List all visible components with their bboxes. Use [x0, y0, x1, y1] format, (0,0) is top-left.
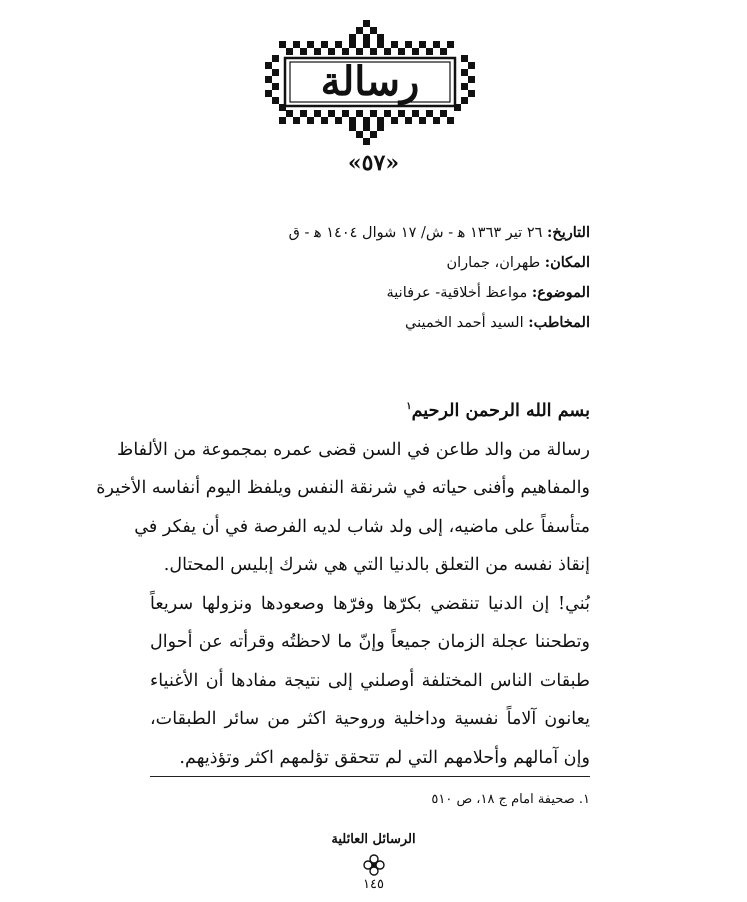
flower-ornament-icon: [362, 853, 386, 877]
meta-date: [150, 218, 590, 248]
meta-place-label: المكان:: [544, 254, 590, 271]
running-footer-title: الرسائل العائلية: [331, 832, 416, 847]
meta-place-value: طهران، جماران: [446, 255, 541, 271]
body-line: رسالة من والد طاعن في السن قضى عمره بمجموعة من الألفاظ: [117, 439, 590, 460]
footnote-divider: [150, 776, 590, 777]
body-line: بُني! إن الدنيا تنقضي بكرّها وفرّها وصعودها ونزولها سريعاً: [150, 593, 590, 614]
meta-subject: [150, 278, 590, 308]
meta-subject-label: الموضوع:: [531, 284, 590, 301]
meta-addressee: [150, 308, 590, 338]
meta-subject-value: مواعظ أخلاقية- عرفانية: [386, 285, 528, 301]
meta-date-value: ٢٦ تير ١٣٦٣ ه‍ - ش/ ١٧ شوال ١٤٠٤ ه‍ - ق: [288, 225, 543, 241]
page-number: ١٤٥: [363, 877, 384, 892]
meta-place: [150, 248, 590, 278]
meta-addressee-value: السيد أحمد الخميني: [405, 315, 524, 331]
body-line: وإن آمالهم وأحلامهم التي لم تتحقق تؤلمهم اكثر وتؤذيهم.: [179, 747, 590, 768]
body-line: متأسفاً على ماضيه، إلى ولد شاب لديه الفرصة في أن يفكر في: [134, 516, 590, 537]
body-line: والمفاهيم وأفنى حياته في شرنقة النفس ويلفظ اليوم أنفاسه الأخيرة: [96, 478, 590, 498]
letter-number: «٥٧»: [347, 150, 400, 176]
footnote: ١. صحيفة امام ج ١٨، ص ٥١٠: [431, 792, 590, 807]
body-line: إنقاذ نفسه من التعلق بالدنيا التي هي شرك إبليس المحتال.: [163, 555, 590, 575]
letter-metadata: [150, 218, 590, 338]
body-line: يعانون آلاماً نفسية وداخلية وروحية اكثر من سائر الطبقات،: [150, 709, 590, 729]
basmala-footnote-ref: ١: [406, 401, 412, 413]
body-line: طبقات الناس المختلفة أوصلني إلى نتيجة مفادها أن الأغنياء: [150, 670, 590, 691]
letter-body: [96, 392, 590, 777]
basmala-line: [150, 392, 590, 431]
letter-title: رسالة: [320, 58, 420, 105]
basmala-text: بسم الله الرحمن الرحيم: [411, 400, 590, 421]
body-line: وتطحننا عجلة الزمان جميعاً وإنّ ما لاحظتُه وقرأته عن أحوال: [150, 632, 590, 652]
meta-date-label: التاريخ:: [547, 224, 590, 241]
meta-addressee-label: المخاطب:: [528, 314, 590, 331]
